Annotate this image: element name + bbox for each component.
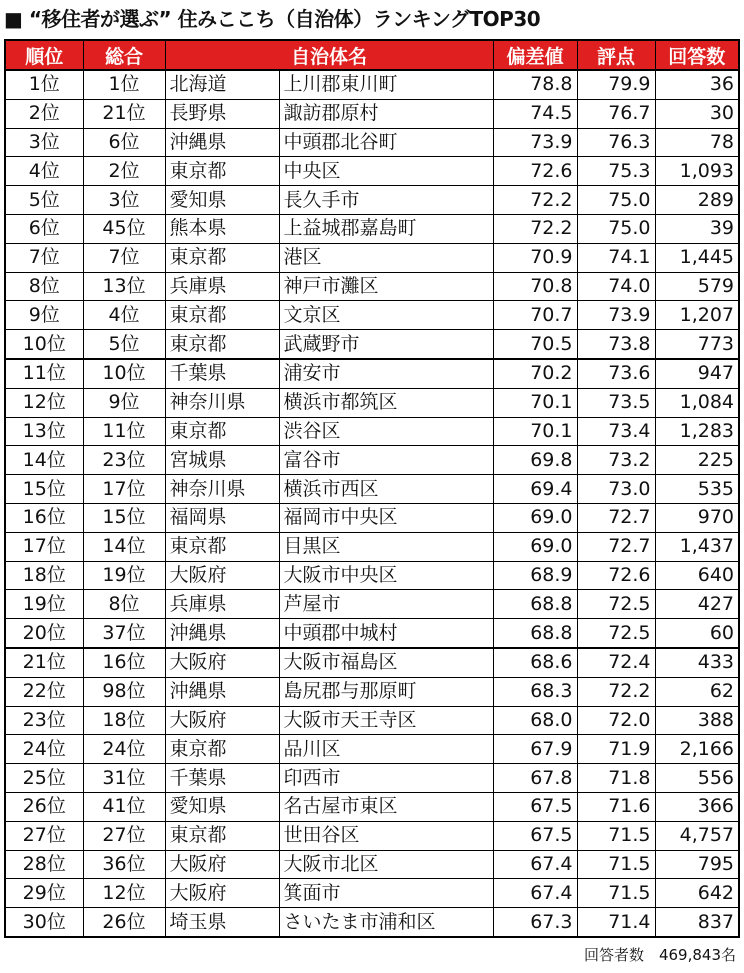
- city-cell: 横浜市都筑区: [279, 388, 493, 417]
- responses-cell: 30: [655, 99, 739, 128]
- table-row: [5, 417, 739, 446]
- deviation-cell: 67.4: [493, 879, 577, 908]
- prefecture-cell: 東京都: [165, 330, 279, 359]
- deviation-cell: 73.9: [493, 128, 577, 157]
- prefecture-cell: 愛知県: [165, 186, 279, 215]
- prefecture-cell: 東京都: [165, 157, 279, 186]
- score-cell: 73.8: [577, 330, 655, 359]
- header-municipality: 自治体名: [165, 40, 493, 70]
- city-cell: 大阪市天王寺区: [279, 706, 493, 735]
- overall-rank-cell: 12位: [83, 879, 165, 908]
- prefecture-cell: 神奈川県: [165, 388, 279, 417]
- overall-rank-cell: 26位: [83, 908, 165, 937]
- overall-rank-cell: 19位: [83, 561, 165, 590]
- responses-cell: 773: [655, 330, 739, 359]
- city-cell: 横浜市西区: [279, 475, 493, 504]
- table-row: [5, 561, 739, 590]
- deviation-cell: 68.0: [493, 706, 577, 735]
- city-cell: 名古屋市東区: [279, 792, 493, 821]
- city-cell: 島尻郡与那原町: [279, 677, 493, 706]
- table-row: [5, 619, 739, 648]
- score-cell: 73.9: [577, 301, 655, 330]
- table-row: [5, 99, 739, 128]
- table-row: [5, 330, 739, 359]
- deviation-cell: 67.5: [493, 821, 577, 850]
- score-cell: 71.5: [577, 821, 655, 850]
- deviation-cell: 70.1: [493, 388, 577, 417]
- table-row: [5, 272, 739, 301]
- rank-cell: 24位: [5, 735, 83, 764]
- overall-rank-cell: 14位: [83, 532, 165, 561]
- city-cell: 印西市: [279, 764, 493, 793]
- rank-cell: 23位: [5, 706, 83, 735]
- table-row: [5, 706, 739, 735]
- deviation-cell: 67.5: [493, 792, 577, 821]
- city-cell: 神戸市灘区: [279, 272, 493, 301]
- rank-cell: 6位: [5, 214, 83, 243]
- prefecture-cell: 福岡県: [165, 503, 279, 532]
- score-cell: 71.8: [577, 764, 655, 793]
- rank-cell: 10位: [5, 330, 83, 359]
- deviation-cell: 69.4: [493, 475, 577, 504]
- table-row: [5, 590, 739, 619]
- prefecture-cell: 大阪府: [165, 648, 279, 677]
- score-cell: 71.9: [577, 735, 655, 764]
- prefecture-cell: 兵庫県: [165, 590, 279, 619]
- score-cell: 71.5: [577, 879, 655, 908]
- rank-cell: 5位: [5, 186, 83, 215]
- city-cell: 大阪市中央区: [279, 561, 493, 590]
- deviation-cell: 78.8: [493, 70, 577, 99]
- score-cell: 72.5: [577, 619, 655, 648]
- deviation-cell: 68.8: [493, 590, 577, 619]
- deviation-cell: 69.0: [493, 503, 577, 532]
- table-row: [5, 243, 739, 272]
- score-cell: 76.3: [577, 128, 655, 157]
- city-cell: 大阪市北区: [279, 850, 493, 879]
- responses-cell: 640: [655, 561, 739, 590]
- prefecture-cell: 神奈川県: [165, 475, 279, 504]
- rank-cell: 30位: [5, 908, 83, 937]
- rank-cell: 27位: [5, 821, 83, 850]
- score-cell: 72.0: [577, 706, 655, 735]
- city-cell: 港区: [279, 243, 493, 272]
- rank-cell: 3位: [5, 128, 83, 157]
- deviation-cell: 68.9: [493, 561, 577, 590]
- prefecture-cell: 沖縄県: [165, 677, 279, 706]
- responses-cell: 579: [655, 272, 739, 301]
- responses-cell: 1,437: [655, 532, 739, 561]
- overall-rank-cell: 45位: [83, 214, 165, 243]
- deviation-cell: 68.6: [493, 648, 577, 677]
- score-cell: 75.3: [577, 157, 655, 186]
- deviation-cell: 67.8: [493, 764, 577, 793]
- overall-rank-cell: 21位: [83, 99, 165, 128]
- score-cell: 75.0: [577, 186, 655, 215]
- responses-cell: 388: [655, 706, 739, 735]
- prefecture-cell: 長野県: [165, 99, 279, 128]
- responses-cell: 1,207: [655, 301, 739, 330]
- score-cell: 73.5: [577, 388, 655, 417]
- prefecture-cell: 北海道: [165, 70, 279, 99]
- city-cell: 目黒区: [279, 532, 493, 561]
- table-row: [5, 70, 739, 99]
- overall-rank-cell: 9位: [83, 388, 165, 417]
- rank-cell: 9位: [5, 301, 83, 330]
- score-cell: 73.2: [577, 446, 655, 475]
- responses-cell: 1,084: [655, 388, 739, 417]
- prefecture-cell: 愛知県: [165, 792, 279, 821]
- table-row: [5, 879, 739, 908]
- rank-cell: 16位: [5, 503, 83, 532]
- city-cell: 中央区: [279, 157, 493, 186]
- header-responses: 回答数: [655, 40, 739, 70]
- responses-cell: 60: [655, 619, 739, 648]
- deviation-cell: 67.4: [493, 850, 577, 879]
- overall-rank-cell: 10位: [83, 359, 165, 388]
- prefecture-cell: 熊本県: [165, 214, 279, 243]
- rank-cell: 15位: [5, 475, 83, 504]
- rank-cell: 17位: [5, 532, 83, 561]
- table-row: [5, 214, 739, 243]
- deviation-cell: 69.8: [493, 446, 577, 475]
- score-cell: 71.5: [577, 850, 655, 879]
- city-cell: 世田谷区: [279, 821, 493, 850]
- header-overall: 総合: [83, 40, 165, 70]
- table-row: [5, 764, 739, 793]
- responses-cell: 535: [655, 475, 739, 504]
- prefecture-cell: 埼玉県: [165, 908, 279, 937]
- score-cell: 79.9: [577, 70, 655, 99]
- table-row: [5, 735, 739, 764]
- rank-cell: 4位: [5, 157, 83, 186]
- table-row: [5, 503, 739, 532]
- score-cell: 74.1: [577, 243, 655, 272]
- prefecture-cell: 東京都: [165, 301, 279, 330]
- overall-rank-cell: 41位: [83, 792, 165, 821]
- table-row: [5, 850, 739, 879]
- rank-cell: 22位: [5, 677, 83, 706]
- score-cell: 73.6: [577, 359, 655, 388]
- deviation-cell: 72.6: [493, 157, 577, 186]
- prefecture-cell: 東京都: [165, 532, 279, 561]
- score-cell: 71.4: [577, 908, 655, 937]
- header-score: 評点: [577, 40, 655, 70]
- score-cell: 74.0: [577, 272, 655, 301]
- city-cell: さいたま市浦和区: [279, 908, 493, 937]
- responses-cell: 947: [655, 359, 739, 388]
- city-cell: 文京区: [279, 301, 493, 330]
- city-cell: 中頭郡中城村: [279, 619, 493, 648]
- overall-rank-cell: 8位: [83, 590, 165, 619]
- responses-cell: 1,445: [655, 243, 739, 272]
- deviation-cell: 68.3: [493, 677, 577, 706]
- deviation-cell: 72.2: [493, 214, 577, 243]
- prefecture-cell: 東京都: [165, 735, 279, 764]
- table-body: [5, 70, 739, 937]
- responses-cell: 795: [655, 850, 739, 879]
- table-row: [5, 821, 739, 850]
- responses-cell: 78: [655, 128, 739, 157]
- overall-rank-cell: 98位: [83, 677, 165, 706]
- overall-rank-cell: 31位: [83, 764, 165, 793]
- city-cell: 武蔵野市: [279, 330, 493, 359]
- responses-cell: 1,093: [655, 157, 739, 186]
- overall-rank-cell: 15位: [83, 503, 165, 532]
- prefecture-cell: 大阪府: [165, 561, 279, 590]
- prefecture-cell: 東京都: [165, 821, 279, 850]
- city-cell: 品川区: [279, 735, 493, 764]
- rank-cell: 7位: [5, 243, 83, 272]
- deviation-cell: 67.9: [493, 735, 577, 764]
- ranking-table: [4, 39, 740, 938]
- score-cell: 75.0: [577, 214, 655, 243]
- deviation-cell: 72.2: [493, 186, 577, 215]
- prefecture-cell: 東京都: [165, 243, 279, 272]
- rank-cell: 1位: [5, 70, 83, 99]
- deviation-cell: 69.0: [493, 532, 577, 561]
- overall-rank-cell: 23位: [83, 446, 165, 475]
- city-cell: 長久手市: [279, 186, 493, 215]
- responses-cell: 225: [655, 446, 739, 475]
- responses-cell: 837: [655, 908, 739, 937]
- score-cell: 73.4: [577, 417, 655, 446]
- prefecture-cell: 沖縄県: [165, 619, 279, 648]
- overall-rank-cell: 24位: [83, 735, 165, 764]
- rank-cell: 12位: [5, 388, 83, 417]
- table-row: [5, 301, 739, 330]
- overall-rank-cell: 7位: [83, 243, 165, 272]
- rank-cell: 18位: [5, 561, 83, 590]
- responses-cell: 36: [655, 70, 739, 99]
- prefecture-cell: 千葉県: [165, 359, 279, 388]
- score-cell: 71.6: [577, 792, 655, 821]
- table-row: [5, 677, 739, 706]
- score-cell: 73.0: [577, 475, 655, 504]
- table-row: [5, 792, 739, 821]
- overall-rank-cell: 17位: [83, 475, 165, 504]
- deviation-cell: 68.8: [493, 619, 577, 648]
- score-cell: 72.7: [577, 532, 655, 561]
- rank-cell: 2位: [5, 99, 83, 128]
- city-cell: 中頭郡北谷町: [279, 128, 493, 157]
- rank-cell: 14位: [5, 446, 83, 475]
- city-cell: 上益城郡嘉島町: [279, 214, 493, 243]
- header-deviation: 偏差値: [493, 40, 577, 70]
- overall-rank-cell: 37位: [83, 619, 165, 648]
- prefecture-cell: 東京都: [165, 417, 279, 446]
- table-header-row: [5, 40, 739, 70]
- prefecture-cell: 沖縄県: [165, 128, 279, 157]
- responses-cell: 970: [655, 503, 739, 532]
- table-row: [5, 128, 739, 157]
- prefecture-cell: 兵庫県: [165, 272, 279, 301]
- deviation-cell: 70.5: [493, 330, 577, 359]
- deviation-cell: 70.8: [493, 272, 577, 301]
- overall-rank-cell: 13位: [83, 272, 165, 301]
- city-cell: 箕面市: [279, 879, 493, 908]
- table-row: [5, 359, 739, 388]
- overall-rank-cell: 2位: [83, 157, 165, 186]
- rank-cell: 13位: [5, 417, 83, 446]
- responses-cell: 642: [655, 879, 739, 908]
- prefecture-cell: 宮城県: [165, 446, 279, 475]
- overall-rank-cell: 11位: [83, 417, 165, 446]
- overall-rank-cell: 6位: [83, 128, 165, 157]
- deviation-cell: 70.1: [493, 417, 577, 446]
- header-rank: 順位: [5, 40, 83, 70]
- rank-cell: 25位: [5, 764, 83, 793]
- score-cell: 72.5: [577, 590, 655, 619]
- table-row: [5, 446, 739, 475]
- overall-rank-cell: 4位: [83, 301, 165, 330]
- prefecture-cell: 大阪府: [165, 879, 279, 908]
- table-row: [5, 157, 739, 186]
- prefecture-cell: 大阪府: [165, 850, 279, 879]
- responses-cell: 427: [655, 590, 739, 619]
- score-cell: 72.2: [577, 677, 655, 706]
- overall-rank-cell: 1位: [83, 70, 165, 99]
- rank-cell: 8位: [5, 272, 83, 301]
- rank-cell: 11位: [5, 359, 83, 388]
- table-row: [5, 908, 739, 937]
- deviation-cell: 70.2: [493, 359, 577, 388]
- city-cell: 渋谷区: [279, 417, 493, 446]
- respondent-count: 回答者数 469,843名: [583, 946, 736, 964]
- responses-cell: 289: [655, 186, 739, 215]
- responses-cell: 366: [655, 792, 739, 821]
- page-title: ■ “移住者が選ぶ” 住みここち（自治体）ランキングTOP30: [4, 7, 541, 31]
- table-row: [5, 475, 739, 504]
- city-cell: 大阪市福島区: [279, 648, 493, 677]
- overall-rank-cell: 16位: [83, 648, 165, 677]
- city-cell: 富谷市: [279, 446, 493, 475]
- rank-cell: 26位: [5, 792, 83, 821]
- overall-rank-cell: 27位: [83, 821, 165, 850]
- city-cell: 芦屋市: [279, 590, 493, 619]
- responses-cell: 62: [655, 677, 739, 706]
- prefecture-cell: 千葉県: [165, 764, 279, 793]
- table-row: [5, 648, 739, 677]
- prefecture-cell: 大阪府: [165, 706, 279, 735]
- responses-cell: 4,757: [655, 821, 739, 850]
- rank-cell: 19位: [5, 590, 83, 619]
- city-cell: 諏訪郡原村: [279, 99, 493, 128]
- responses-cell: 556: [655, 764, 739, 793]
- table-row: [5, 388, 739, 417]
- deviation-cell: 70.7: [493, 301, 577, 330]
- city-cell: 浦安市: [279, 359, 493, 388]
- rank-cell: 21位: [5, 648, 83, 677]
- score-cell: 72.4: [577, 648, 655, 677]
- score-cell: 72.6: [577, 561, 655, 590]
- rank-cell: 20位: [5, 619, 83, 648]
- score-cell: 72.7: [577, 503, 655, 532]
- deviation-cell: 74.5: [493, 99, 577, 128]
- deviation-cell: 67.3: [493, 908, 577, 937]
- rank-cell: 29位: [5, 879, 83, 908]
- responses-cell: 39: [655, 214, 739, 243]
- deviation-cell: 70.9: [493, 243, 577, 272]
- responses-cell: 433: [655, 648, 739, 677]
- city-cell: 上川郡東川町: [279, 70, 493, 99]
- table-row: [5, 186, 739, 215]
- responses-cell: 1,283: [655, 417, 739, 446]
- score-cell: 76.7: [577, 99, 655, 128]
- overall-rank-cell: 5位: [83, 330, 165, 359]
- overall-rank-cell: 18位: [83, 706, 165, 735]
- table-row: [5, 532, 739, 561]
- overall-rank-cell: 3位: [83, 186, 165, 215]
- city-cell: 福岡市中央区: [279, 503, 493, 532]
- responses-cell: 2,166: [655, 735, 739, 764]
- rank-cell: 28位: [5, 850, 83, 879]
- overall-rank-cell: 36位: [83, 850, 165, 879]
